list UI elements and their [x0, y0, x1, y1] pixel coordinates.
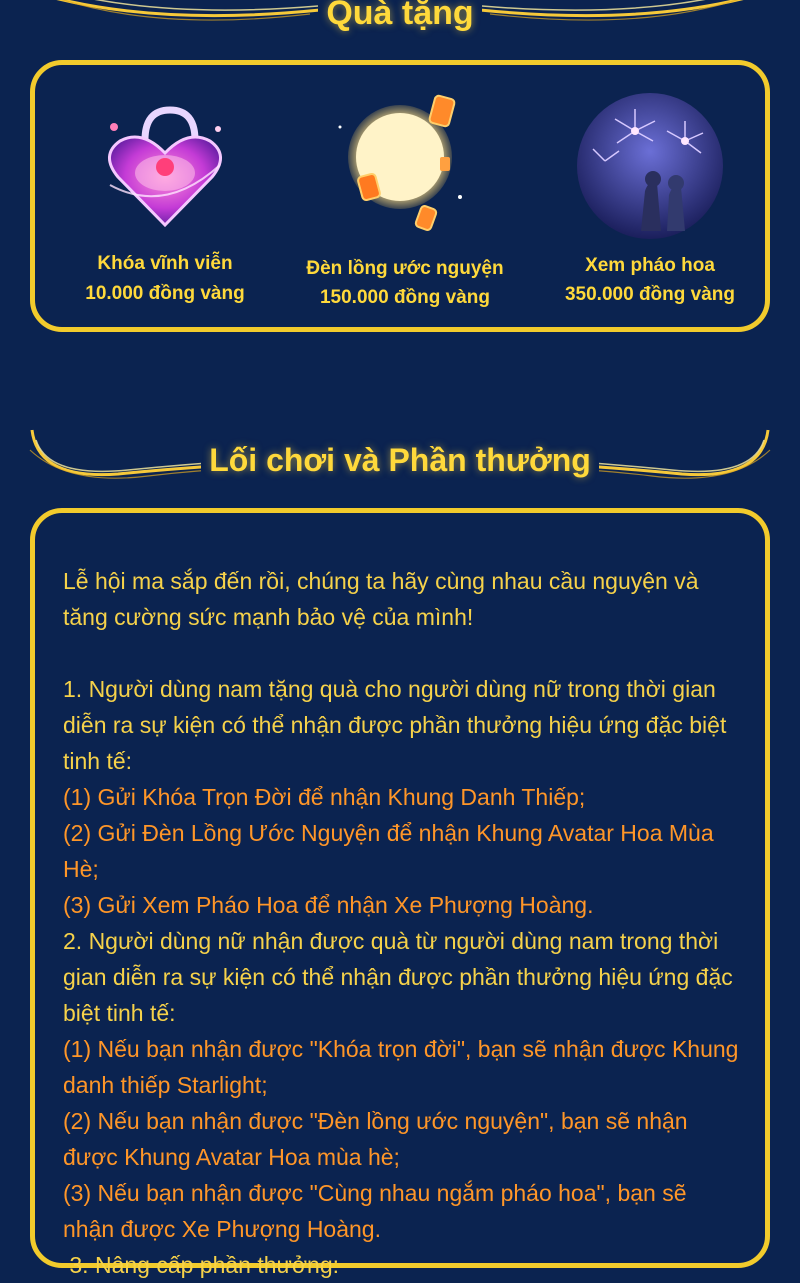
gifts-section-header	[0, 0, 800, 48]
rule-2: 2. Người dùng nữ nhận được quà từ người dùng nam trong thời gian diễn ra sự kiện có thể nhận được phần thưởng hiệu ứng đặc biệt tinh tế:	[63, 928, 733, 1026]
gift-name: Đèn lồng ước nguyện	[306, 258, 504, 279]
rules-text	[63, 563, 743, 1283]
gift-item-lantern[interactable]	[285, 65, 525, 327]
rules-section-header	[0, 420, 800, 510]
rules-intro: Lễ hội ma sắp đến rồi, chúng ta hãy cùng nhau cầu nguyện và tăng cường sức mạnh bảo vệ của mình!	[63, 568, 699, 630]
heart-lock-icon	[90, 95, 240, 245]
gift-item-lock[interactable]	[45, 65, 285, 327]
rule-2-item: (2) Nếu bạn nhận được "Đèn lồng ước nguyện", bạn sẽ nhận được Khung Avatar Hoa mùa hè;	[63, 1108, 688, 1170]
lantern-moon-icon	[320, 87, 490, 247]
rule-1-item: (1) Gửi Khóa Trọn Đời để nhận Khung Danh Thiếp;	[63, 784, 586, 810]
rule-3: 3. Nâng cấp phần thưởng:	[63, 1252, 339, 1278]
gift-price: 350.000 đồng vàng	[564, 284, 735, 305]
gift-name: Xem pháo hoa	[585, 255, 715, 276]
gift-price: 10.000 đồng vàng	[85, 283, 245, 304]
gifts-panel	[30, 60, 770, 332]
gift-name: Khóa vĩnh viễn	[97, 253, 233, 274]
rule-1-item: (2) Gửi Đèn Lồng Ước Nguyện để nhận Khung Avatar Hoa Mùa Hè;	[63, 820, 714, 882]
gift-item-fireworks[interactable]	[530, 65, 770, 327]
rule-2-item: (1) Nếu bạn nhận được "Khóa trọn đời", bạn sẽ nhận được Khung danh thiếp Starlight;	[63, 1036, 739, 1098]
rule-1-item: (3) Gửi Xem Pháo Hoa để nhận Xe Phượng Hoàng.	[63, 892, 594, 918]
gift-price: 150.000 đồng vàng	[319, 287, 490, 308]
rules-panel	[30, 508, 770, 1278]
fireworks-couple-icon	[575, 91, 725, 241]
rules-section-title: Lối chơi và Phần thưởng	[201, 442, 599, 479]
gifts-section-title: Quà tặng	[318, 0, 481, 33]
rule-1: 1. Người dùng nam tặng quà cho người dùng nữ trong thời gian diễn ra sự kiện có thể nhận được phần thưởng hiệu ứng đặc biệt tinh tế:	[63, 676, 727, 774]
rule-2-item: (3) Nếu bạn nhận được "Cùng nhau ngắm pháo hoa", bạn sẽ nhận được Xe Phượng Hoàng.	[63, 1180, 687, 1242]
